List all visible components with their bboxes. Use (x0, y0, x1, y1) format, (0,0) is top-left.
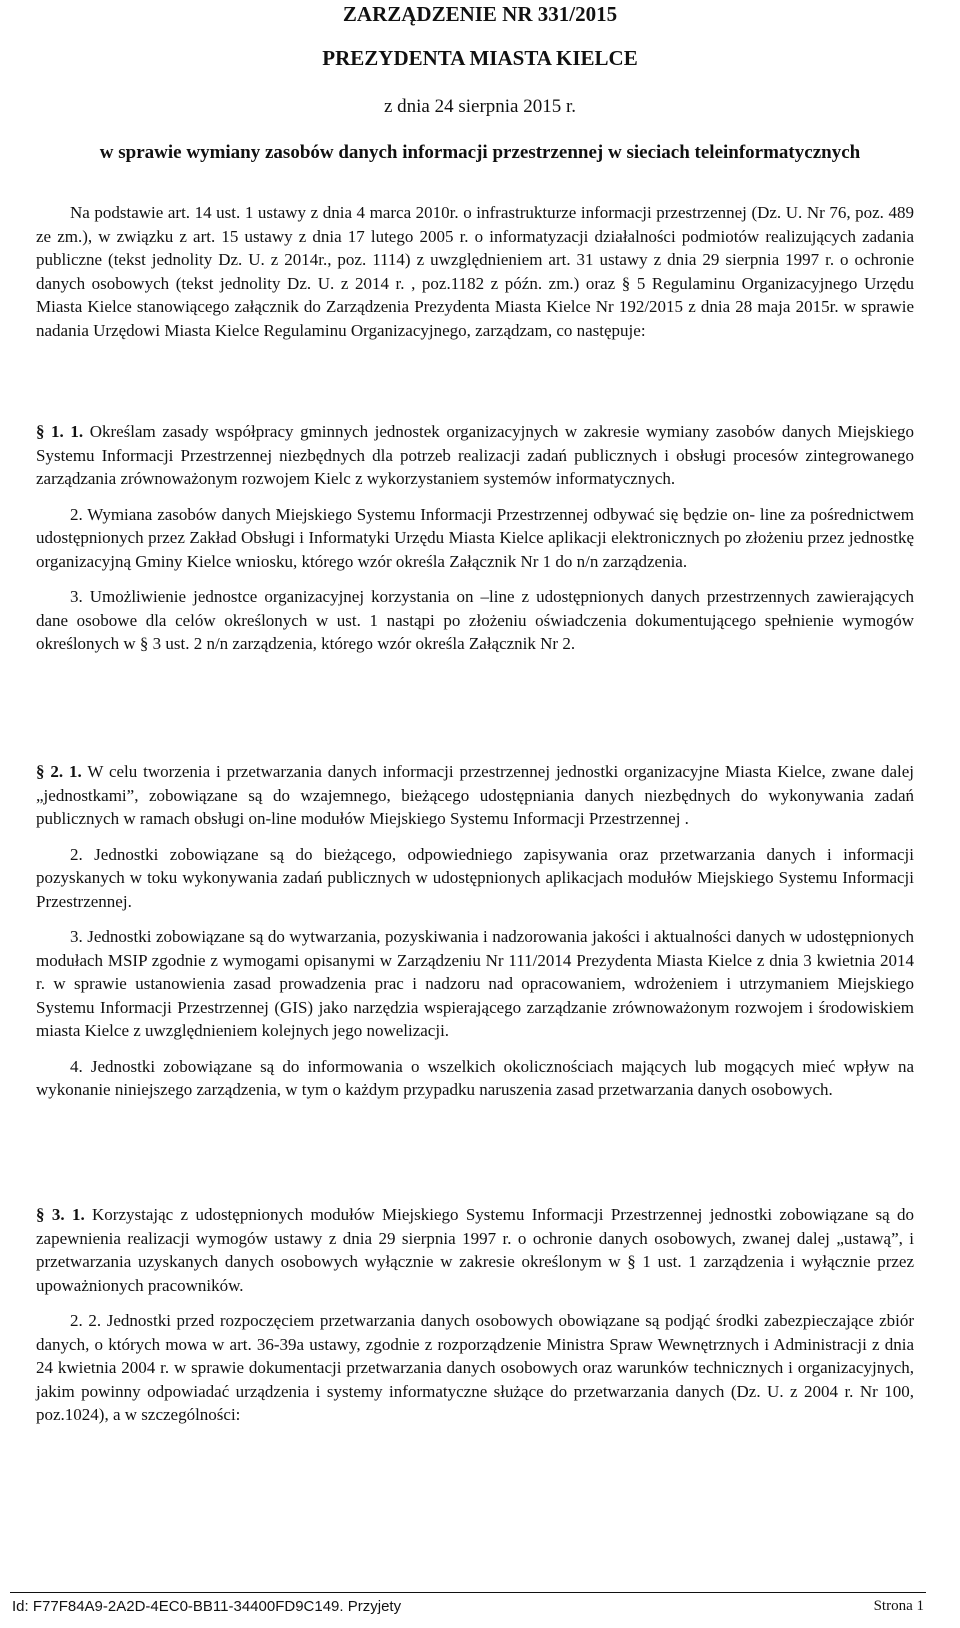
section-2-paragraph-4: 4. Jednostki zobowiązane są do informowania o wszelkich okolicznościach mających lub mogących mieć wpływ na wykonanie niniejszego zarządzenia, w tym o każdym przypadku naruszenia zasad przetwarzania danych osobowych. (36, 1056, 914, 1099)
section-3-paragraph-2-number: 2. 2. (70, 1311, 102, 1330)
footer-document-id: Id: F77F84A9-2A2D-4EC0-BB11-34400FD9C149. Przyjety (12, 1598, 402, 1615)
section-3 (36, 1203, 914, 1427)
section-1-mark: § 1. 1. (36, 422, 84, 441)
section-1 (36, 420, 914, 656)
document-title: ZARZĄDZENIE NR 331/2015 (342, 2, 618, 26)
document-issuer: PREZYDENTA MIASTA KIELCE (322, 46, 638, 70)
section-3-paragraph-2: Jednostki przed rozpoczęciem przetwarzania danych osobowych obowiązane są podjąć środki zabezpieczające zbiór danych, o których mowa w art. 36-39a ustawy, zgodnie z rozporządzenie Ministra Spraw Wewnętrznych i Administracji z dnia 24 kwietnia 2004 r. w sprawie dokumentacji przetwarzania danych osobowych oraz warunków technicznych i organizacyjnych, jakim powinny odpowiadać urządzenia i systemy informatyczne służące do przetwarzania danych (Dz. U. z 2004 r. Nr 100, poz.1024), a w szczególności: (36, 1311, 915, 1424)
footer-page-number: Strona 1 (873, 1598, 924, 1614)
preamble-paragraph: Na podstawie art. 14 ust. 1 ustawy z dnia 4 marca 2010r. o infrastrukturze informacji przestrzennej (Dz. U. Nr 76, poz. 489 ze zm.), w związku z art. 15 ustawy z dnia 17 lutego 2005 r. o informatyzacji działalności podmiotów realizujących zadania publiczne (tekst jednolity Dz. U. z 2014r., poz. 1114) z uwzględnieniem art. 31 ustawy z dnia 29 sierpnia 1997 r. o ochronie danych osobowych (tekst jednolity Dz. U. z 2014 r. , poz.1182 z późn. zm.) oraz § 5 Regulaminu Organizacyjnego Urzędu Miasta Kielce stanowiącego załącznik do Zarządzenia Prezydenta Miasta Kielce Nr 192/2015 z dnia 28 maja 2015r. w sprawie nadania Urzędowi Miasta Kielce Regulaminu Organizacyjnego, zarządzam, co następuje: (36, 203, 914, 340)
section-2-paragraph-2: 2. Jednostki zobowiązane są do bieżącego, odpowiedniego zapisywania oraz przetwarzania danych i informacji pozyskanych w toku wykonywania zadań publicznych w udostępnionych aplikacjach modułów Miejskiego Systemu Informacji Przestrzennej. (36, 844, 914, 911)
section-1-paragraph-3: 3. Umożliwienie jednostce organizacyjnej korzystania on –line z udostępnionych danych przestrzennych zawierających dane osobowe dla celów określonych w ust. 1 nastąpi po złożeniu oświadczenia dokumentującego spełnienie wymogów określonych w § 3 ust. 2 n/n zarządzenia, którego wzór określa Załącznik Nr 2. (36, 587, 914, 653)
footer-divider (10, 1592, 926, 1593)
document-date: z dnia 24 sierpnia 2015 r. (383, 96, 577, 117)
section-2-paragraph-1: W celu tworzenia i przetwarzania danych informacji przestrzennej jednostki organizacyjne Miasta Kielce, zwane dalej „jednostkami”, zobowiązane są do wzajemnego, bieżącego udostępniania danych niezbędnych do wykonywania zadań publicznych w ramach obsługi on-line modułów Miejskiego Systemu Informacji Przestrzennej . (36, 762, 914, 828)
section-3-paragraph-1: Korzystając z udostępnionych modułów Miejskiego Systemu Informacji Przestrzennej jednostki zobowiązane są do zapewnienia realizacji wymogów ustawy z dnia 29 sierpnia 1997 r. o ochronie danych osobowych, zwanej dalej „ustawą”, i przetwarzania uzyskanych danych osobowych wyłącznie w zakresie określonym w § 1 ust. 1 zarządzenia i wyłącznie przez upoważnionych pracowników. (36, 1205, 914, 1295)
document-subject: w sprawie wymiany zasobów danych informacji przestrzennej w sieciach teleinformatycznych (99, 142, 861, 163)
preamble-block (36, 201, 914, 342)
section-1-paragraph-2: 2. Wymiana zasobów danych Miejskiego Systemu Informacji Przestrzennej odbywać się będzie on- line za pośrednictwem udostępnionych przez Zakład Obsługi i Informatyki Urzędu Miasta Kielce aplikacji elektronicznych po złożeniu przez jednostkę organizacyjną Gminy Kielce wniosku, którego wzór określa Załącznik Nr 1 do n/n zarządzenia. (36, 504, 914, 571)
section-2 (36, 760, 914, 1102)
section-2-mark: § 2. 1. (36, 762, 82, 781)
section-3-mark: § 3. 1. (36, 1205, 85, 1224)
section-2-paragraph-3: 3. Jednostki zobowiązane są do wytwarzania, pozyskiwania i nadzorowania jakości i aktualności danych w udostępnionych modułach MSIP zgodnie z wymogami opisanymi w Zarządzeniu Nr 111/2014 Prezydenta Miasta Kielce z dnia 3 kwietnia 2014 r. w sprawie ustanowienia zasad prowadzenia prac i nadzoru nad opracowaniem, wdrożeniem i utrzymaniem Miejskiego Systemu Informacji Przestrzennej (GIS) jako narzędzia wspierającego zarządzanie zrównoważonym rozwojem i środowiskiem miasta Kielce z uwzględnieniem kolejnych jego nowelizacji. (36, 927, 914, 1040)
section-1-paragraph-1: Określam zasady współpracy gminnych jednostek organizacyjnych w zakresie wymiany zasobów danych Miejskiego Systemu Informacji Przestrzennej niezbędnych dla potrzeb realizacji zadań publicznych i obsługi procesów zintegrowanego zarządzania zrównoważonym rozwojem Kielc z wykorzystaniem systemów informatycznych. (36, 422, 915, 488)
